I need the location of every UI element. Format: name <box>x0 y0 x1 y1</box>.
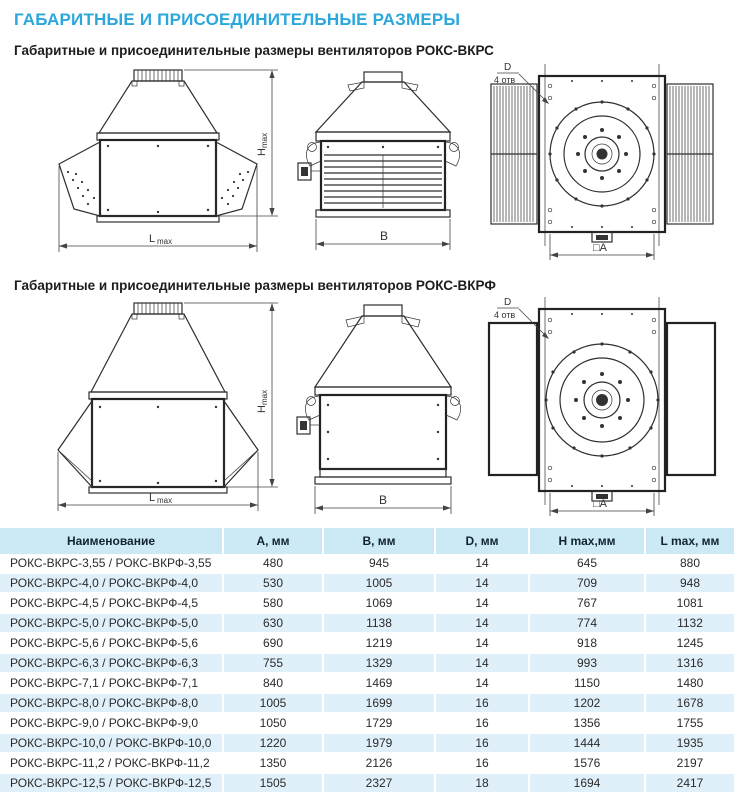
left-support-wing <box>58 401 92 487</box>
label-lmax: L <box>149 492 156 504</box>
dimension-cell: 1729 <box>323 713 435 733</box>
dimension-cell: 1220 <box>223 733 323 753</box>
table-row <box>0 673 734 693</box>
dimension-cell: 1202 <box>529 693 645 713</box>
dimension-cell: 945 <box>323 554 435 573</box>
column-header: В, мм <box>323 528 435 554</box>
label-hmax: H <box>256 148 268 156</box>
holes-callout <box>494 297 549 339</box>
dimension-cell: 1138 <box>323 613 435 633</box>
model-name-cell: РОКС-ВКРС-8,0 / РОКС-ВКРФ-8,0 <box>0 693 223 713</box>
table-row <box>0 733 734 753</box>
model-name-cell: РОКС-ВКРС-7,1 / РОКС-ВКРФ-7,1 <box>0 673 223 693</box>
dimension-cell: 530 <box>223 573 323 593</box>
dimension-cell: 2126 <box>323 753 435 773</box>
dimension-cell: 1132 <box>645 613 734 633</box>
dimension-lmax <box>58 452 258 511</box>
label-lmax-sub: max <box>157 237 173 246</box>
table-row <box>0 613 734 633</box>
dimension-cell: 1050 <box>223 713 323 733</box>
label-b: B <box>379 493 388 507</box>
label-a: □A <box>593 242 607 254</box>
dimension-cell: 1356 <box>529 713 645 733</box>
label-4-holes: 4 отв <box>494 310 516 320</box>
table-body <box>0 554 734 793</box>
drawings-row-vkrs <box>0 60 734 265</box>
dimension-cell: 993 <box>529 653 645 673</box>
dimension-cell: 16 <box>435 733 529 753</box>
page-title: ГАБАРИТНЫЕ И ПРИСОЕДИНИТЕЛЬНЫЕ РАЗМЕРЫ <box>14 10 461 29</box>
dimension-cell: 1150 <box>529 673 645 693</box>
label-4-holes: 4 отв <box>494 75 516 85</box>
dimension-cell: 14 <box>435 653 529 673</box>
label-lmax-sub: max <box>157 496 173 505</box>
dimension-cell: 1444 <box>529 733 645 753</box>
dimension-cell: 14 <box>435 554 529 573</box>
holes-callout <box>494 62 549 104</box>
column-header: Н max,мм <box>529 528 645 554</box>
dimension-hmax <box>184 70 278 216</box>
left-side-panel <box>489 323 537 475</box>
dimension-cell: 14 <box>435 673 529 693</box>
dimension-cell: 1505 <box>223 773 323 793</box>
catalog-page <box>0 10 734 794</box>
right-support-wing <box>224 401 258 487</box>
label-d: D <box>504 62 512 73</box>
label-hmax-sub: max <box>260 132 269 148</box>
dimension-cell: 1245 <box>645 633 734 653</box>
column-header: D, мм <box>435 528 529 554</box>
dimension-cell: 767 <box>529 593 645 613</box>
dimension-cell: 630 <box>223 613 323 633</box>
side-brackets <box>305 396 460 420</box>
model-name-cell: РОКС-ВКРС-4,0 / РОКС-ВКРФ-4,0 <box>0 573 223 593</box>
dimension-cell: 948 <box>645 573 734 593</box>
body-louvered <box>316 132 450 217</box>
model-name-cell: РОКС-ВКРС-3,55 / РОКС-ВКРФ-3,55 <box>0 554 223 573</box>
drawings-row-vkrf <box>0 295 734 520</box>
motor-cap <box>132 70 184 86</box>
model-name-cell: РОКС-ВКРС-5,0 / РОКС-ВКРФ-5,0 <box>0 613 223 633</box>
dimension-cell: 2197 <box>645 753 734 773</box>
dimension-cell: 1329 <box>323 653 435 673</box>
table-row <box>0 773 734 793</box>
table-row <box>0 693 734 713</box>
dimension-cell: 1576 <box>529 753 645 773</box>
model-name-cell: РОКС-ВКРС-4,5 / РОКС-ВКРФ-4,5 <box>0 593 223 613</box>
hood <box>99 81 217 133</box>
dimension-cell: 580 <box>223 593 323 613</box>
dimension-lmax <box>59 166 257 252</box>
table-row <box>0 713 734 733</box>
right-louver-panel <box>667 84 713 224</box>
dimension-cell: 1219 <box>323 633 435 653</box>
dimension-cell: 1979 <box>323 733 435 753</box>
label-d: D <box>504 297 512 308</box>
dimension-cell: 774 <box>529 613 645 633</box>
section-title-vkrf: Габаритные и присоединительные размеры вентиляторов РОКС-ВКРФ <box>14 278 496 293</box>
dimension-cell: 16 <box>435 693 529 713</box>
dimension-cell: 1678 <box>645 693 734 713</box>
hood <box>316 82 450 132</box>
dimension-cell: 16 <box>435 713 529 733</box>
model-name-cell: РОКС-ВКРС-10,0 / РОКС-ВКРФ-10,0 <box>0 733 223 753</box>
dimension-cell: 1755 <box>645 713 734 733</box>
section-title-vkrs: Габаритные и присоединительные размеры вентиляторов РОКС-ВКРС <box>14 43 494 58</box>
dimension-cell: 918 <box>529 633 645 653</box>
dimension-cell: 1699 <box>323 693 435 713</box>
table-row <box>0 593 734 613</box>
model-name-cell: РОКС-ВКРС-9,0 / РОКС-ВКРФ-9,0 <box>0 713 223 733</box>
dimension-cell: 1081 <box>645 593 734 613</box>
dimension-cell: 840 <box>223 673 323 693</box>
hood <box>315 316 451 387</box>
dimension-b <box>315 486 451 514</box>
dimension-cell: 14 <box>435 613 529 633</box>
outlet-tab <box>592 232 612 242</box>
dimension-cell: 1469 <box>323 673 435 693</box>
dimension-cell: 2417 <box>645 773 734 793</box>
dimension-cell: 18 <box>435 773 529 793</box>
dimension-cell: 1935 <box>645 733 734 753</box>
drawing-vkrf-front-view <box>290 295 477 520</box>
dimension-cell: 880 <box>645 554 734 573</box>
label-hmax-sub: max <box>260 389 269 405</box>
table-row <box>0 573 734 593</box>
left-louver-wing <box>59 142 100 216</box>
dimensions-table <box>0 528 734 794</box>
dimension-cell: 1005 <box>223 693 323 713</box>
dimension-cell: 480 <box>223 554 323 573</box>
column-header: L max, мм <box>645 528 734 554</box>
hood <box>91 314 225 392</box>
dimension-cell: 709 <box>529 573 645 593</box>
drawing-vkrs-front-view <box>290 60 477 262</box>
dimension-cell: 1069 <box>323 593 435 613</box>
motor-cap <box>132 303 184 319</box>
dimension-cell: 690 <box>223 633 323 653</box>
left-louver-panel <box>491 84 537 224</box>
body <box>89 392 227 493</box>
label-a: □A <box>593 498 607 510</box>
right-louver-wing <box>216 142 257 216</box>
right-side-panel <box>667 323 715 475</box>
table-row <box>0 753 734 773</box>
table-header-row <box>0 528 734 554</box>
dimension-cell: 1480 <box>645 673 734 693</box>
impeller-flange <box>548 100 655 207</box>
column-header: А, мм <box>223 528 323 554</box>
dimension-cell: 2327 <box>323 773 435 793</box>
dimension-cell: 1316 <box>645 653 734 673</box>
dimension-b <box>316 219 450 250</box>
label-lmax: L <box>149 233 156 245</box>
dimension-cell: 1005 <box>323 573 435 593</box>
drawing-vkrs-side-view <box>28 60 290 262</box>
dimension-cell: 16 <box>435 753 529 773</box>
model-name-cell: РОКС-ВКРС-12,5 / РОКС-ВКРФ-12,5 <box>0 773 223 793</box>
table-row <box>0 554 734 573</box>
dimension-cell: 1350 <box>223 753 323 773</box>
dimension-hmax <box>184 303 278 487</box>
dimension-cell: 14 <box>435 593 529 613</box>
model-name-cell: РОКС-ВКРС-6,3 / РОКС-ВКРФ-6,3 <box>0 653 223 673</box>
label-b: B <box>380 229 389 243</box>
impeller-flange <box>544 342 659 457</box>
dimension-cell: 1694 <box>529 773 645 793</box>
table-row <box>0 633 734 653</box>
table-row <box>0 653 734 673</box>
drawing-vkrf-side-view <box>28 295 290 520</box>
body-plain <box>315 387 451 484</box>
dimension-cell: 14 <box>435 573 529 593</box>
model-name-cell: РОКС-ВКРС-11,2 / РОКС-ВКРФ-11,2 <box>0 753 223 773</box>
model-name-cell: РОКС-ВКРС-5,6 / РОКС-ВКРФ-5,6 <box>0 633 223 653</box>
label-hmax: H <box>256 405 268 413</box>
drawing-vkrs-top-view <box>477 60 729 265</box>
drawing-vkrf-top-view <box>477 295 729 520</box>
dimension-cell: 14 <box>435 633 529 653</box>
dimension-cell: 645 <box>529 554 645 573</box>
dimension-cell: 755 <box>223 653 323 673</box>
body <box>97 133 219 222</box>
column-header: Наименование <box>0 528 223 554</box>
